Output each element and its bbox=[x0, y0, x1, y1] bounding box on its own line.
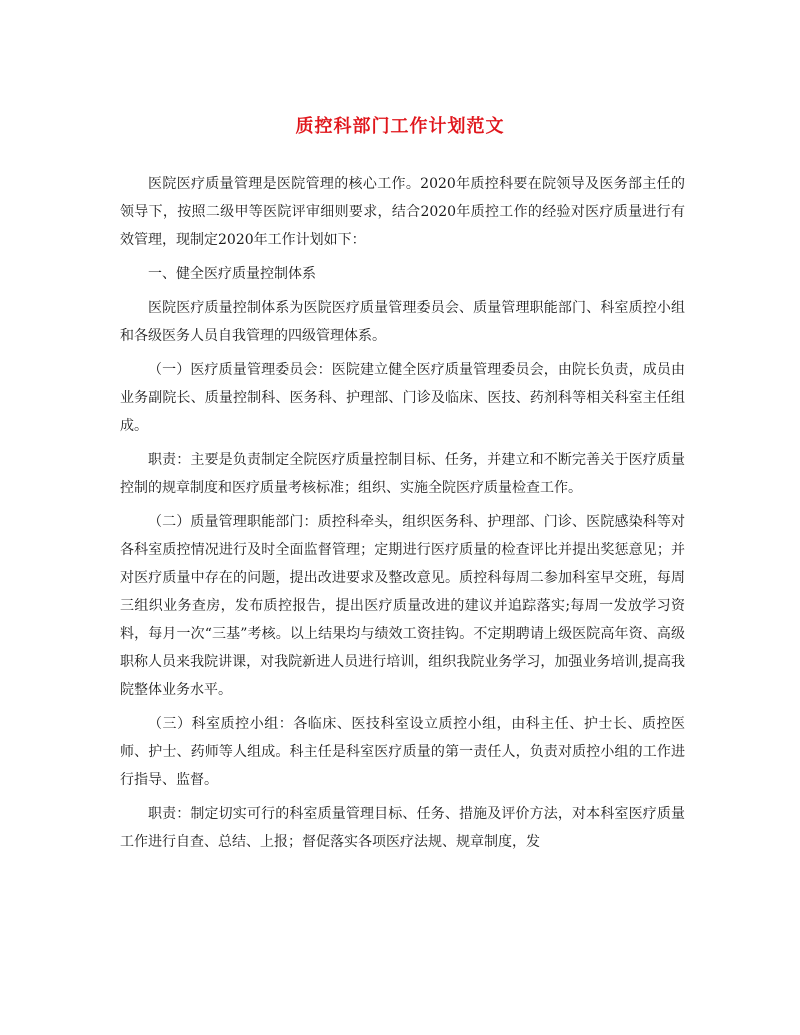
document-body bbox=[120, 170, 685, 862]
paragraph-functional-dept: （二）质量管理职能部门：质控科牵头，组织医务科、护理部、门诊、医院感染科等对各科室质控情况进行及时全面监督管理；定期进行医疗质量的检查评比并提出奖惩意见；并对医疗质量中存在的问题，提出改进要求及整改意见。质控科每周二参加科室早交班，每周三组织业务查房，发布质控报告，提出医疗质量改进的建议并追踪落实;每周一发放学习资料，每月一次“三基”考核。以上结果均与绩效工资挂钩。不定期聘请上级医院高年资、高级职称人员来我院讲课，对我院新进人员进行培训，组织我院业务学习，加强业务培训,提高我院整体业务水平。 bbox=[120, 514, 685, 698]
paragraph-dept-qc-duties: 职责：制定切实可行的科室质量管理目标、任务、措施及评价方法，对本科室医疗质量工作进行自查、总结、上报；督促落实各项医疗法规、规章制度，发 bbox=[120, 806, 685, 850]
paragraph-system: 医院医疗质量控制体系为医院医疗质量管理委员会、质量管理职能部门、科室质控小组和各级医务人员自我管理的四级管理体系。 bbox=[120, 300, 685, 344]
document-title: 质控科部门工作计划范文 bbox=[295, 116, 505, 137]
paragraph-committee-duties: 职责：主要是负责制定全院医疗质量控制目标、任务，并建立和不断完善关于医疗质量控制的规章制度和医疗质量考核标准；组织、实施全院医疗质量检查工作。 bbox=[120, 452, 685, 496]
paragraph-dept-qc-group: （三）科室质控小组：各临床、医技科室设立质控小组，由科主任、护士长、质控医师、护士、药师等人组成。科主任是科室医疗质量的第一责任人，负责对质控小组的工作进行指导、监督。 bbox=[120, 716, 685, 788]
section-heading-1: 一、健全医疗质量控制体系 bbox=[148, 266, 316, 282]
paragraph-committee: （一）医疗质量管理委员会：医院建立健全医疗质量管理委员会，由院长负责，成员由业务副院长、质量控制科、医务科、护理部、门诊及临床、医技、药剂科等相关科室主任组成。 bbox=[120, 362, 685, 434]
paragraph-intro: 医院医疗质量管理是医院管理的核心工作。2020年质控科要在院领导及医务部主任的领导下，按照二级甲等医院评审细则要求，结合2020年质控工作的经验对医疗质量进行有效管理，现制定2020年工作计划如下： bbox=[120, 176, 685, 248]
